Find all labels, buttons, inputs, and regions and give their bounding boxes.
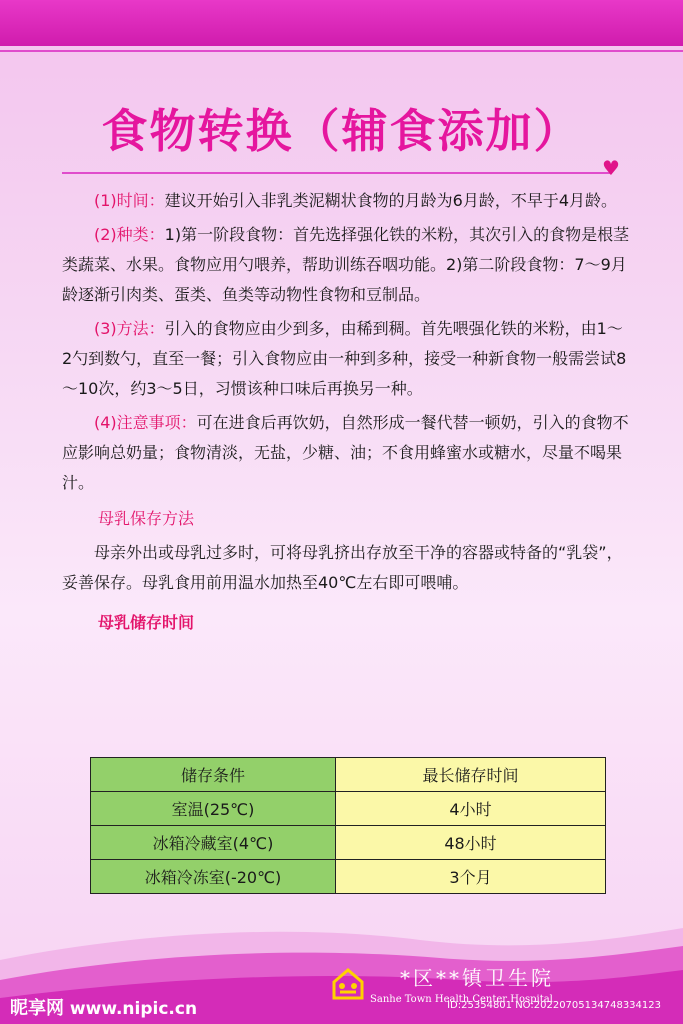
- title-underline: [62, 172, 612, 174]
- section-text: 建议开始引入非乳类泥糊状食物的月龄为6月龄，不早于4月龄。: [164, 191, 618, 210]
- content: [62, 186, 632, 642]
- table-cell-time: 48小时: [336, 826, 606, 860]
- table-cell-condition: 冰箱冷藏室(4℃): [91, 826, 336, 860]
- watermark-brand: 昵享网: [10, 998, 64, 1019]
- storage-time-table: [90, 757, 606, 894]
- section-text: 可在进食后再饮奶，自然形成一餐代替一顿奶，引入的食物不应影响总奶量；食物清淡，无盐，少糖、油；不食用蜂蜜水或糖水，尽量不喝果汁。: [62, 413, 629, 492]
- section-label: (1)时间：: [94, 191, 165, 210]
- section-time: [62, 186, 632, 216]
- section-notes: [62, 408, 632, 498]
- watermark-url: www.nipic.cn: [69, 999, 198, 1019]
- top-band: [0, 0, 683, 46]
- watermark-site: [10, 994, 197, 1020]
- table-row: [91, 826, 606, 860]
- table-header-cell: 储存条件: [91, 758, 336, 792]
- table-cell-time: 4小时: [336, 792, 606, 826]
- page-title: 食物转换（辅食添加）: [101, 104, 582, 158]
- table-cell-condition: 冰箱冷冻室(-20℃): [91, 860, 336, 894]
- top-divider: [0, 50, 683, 52]
- hospital-name: *区**镇卫生院: [400, 966, 554, 990]
- section-label: (3)方法：: [94, 319, 165, 338]
- section-label: (4)注意事项：: [94, 413, 197, 432]
- table-header-row: [91, 758, 606, 792]
- watermark-id: ID:25354801 NO:20220705134748334123: [447, 1000, 661, 1011]
- table-row: [91, 860, 606, 894]
- storage-method-text: 母亲外出或母乳过多时，可将母乳挤出存放至干净的容器或特备的“乳袋”，妥善保存。母乳食用前用温水加热至40℃左右即可喂哺。: [62, 543, 623, 592]
- table-cell-condition: 室温(25℃): [91, 792, 336, 826]
- hospital-logo-icon: [330, 966, 366, 1002]
- section-text: 引入的食物应由少到多，由稀到稠。首先喂强化铁的米粉，由1～2勺到数勺，直至一餐；引入食物应由一种到多种，接受一种新食物一般需尝试8～10次，约3～5日，习惯该种口味后再换另一种。: [62, 319, 627, 398]
- table-cell-time: 3个月: [336, 860, 606, 894]
- storage-method-heading: 母乳保存方法: [98, 509, 195, 528]
- storage-time-heading: 母乳储存时间: [98, 613, 195, 632]
- section-label: (2)种类：: [94, 225, 165, 244]
- section-kinds: [62, 220, 632, 310]
- table-row: [91, 792, 606, 826]
- section-method: [62, 314, 632, 404]
- hospital-english-name: Sanhe Town Health Center Hospital: [370, 994, 553, 1005]
- section-text: 1)第一阶段食物：首先选择强化铁的米粉，其次引入的食物是根茎类蔬菜、水果。食物应用勺喂养，帮助训练吞咽功能。2)第二阶段食物：7～9月龄逐渐引肉类、蛋类、鱼类等动物性食物和豆制品。: [62, 225, 630, 304]
- heart-icon: ♥: [602, 156, 620, 180]
- table-header-cell: 最长储存时间: [336, 758, 606, 792]
